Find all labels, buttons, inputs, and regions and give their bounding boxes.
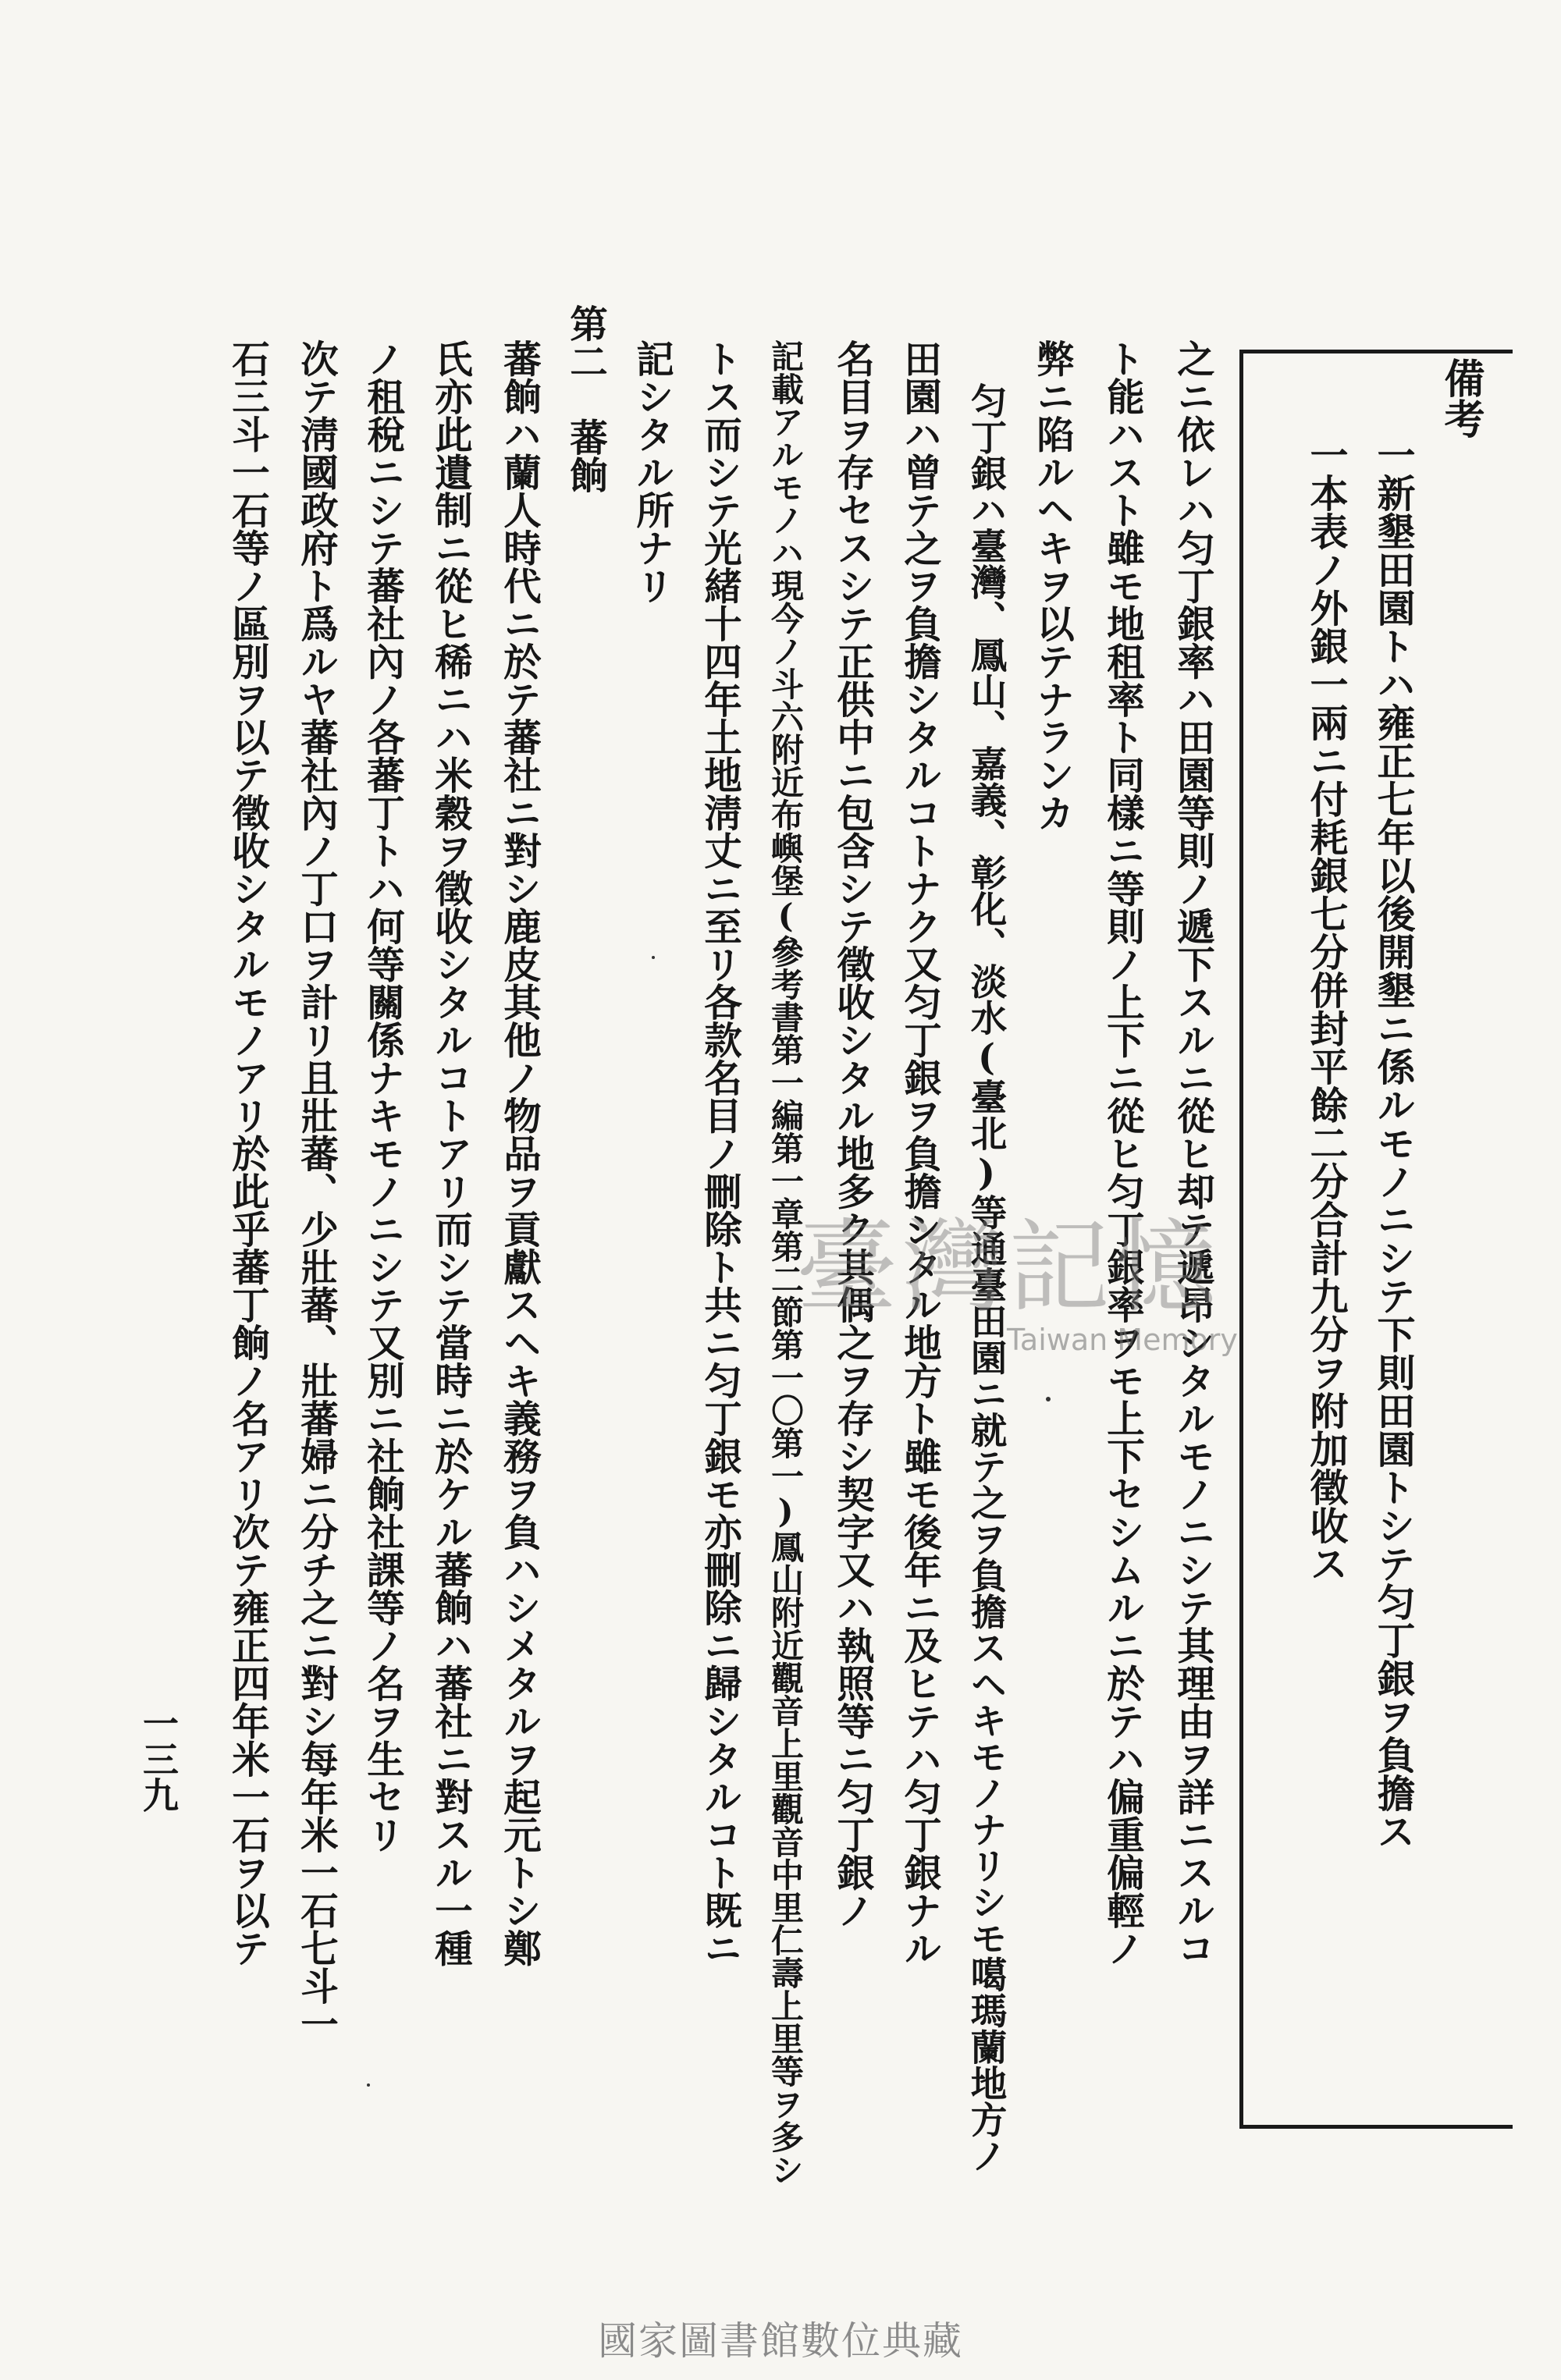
- section-title: 第二 蕃餉: [563, 304, 608, 494]
- body-column: 之ニ依レハ匀丁銀率ハ田園等則ノ遞下スルニ從ヒ却テ遞昂シタルモノニシテ其理由ヲ詳ニスルコ: [1170, 339, 1215, 1967]
- body-column: ト能ハスト雖モ地租率ト同樣ニ等則ノ上下ニ從ヒ匀丁銀率ヲモ上下セシムルニ於テハ偏重偏輕ノ: [1100, 339, 1145, 1967]
- remarks-box: [1239, 350, 1513, 2129]
- watermark-subtext: Taiwan Memory: [1007, 1323, 1238, 1357]
- body-column: 記載アルモノハ現今ノ斗六附近布嶼堡(參考書第一編第一章第二節第一〇第一)鳳山附近觀音上里觀音中里仁壽上里等ヲ多シ: [766, 339, 805, 2186]
- stray-dot: [652, 956, 655, 959]
- section-column: 蕃餉ハ蘭人時代ニ於テ蕃社ニ對シ鹿皮其他ノ物品ヲ貢獻スヘキ義務ヲ負ハシメタルヲ起元トシ鄭: [496, 339, 542, 1967]
- stray-dot: [1046, 1397, 1051, 1401]
- page-number: 一三九: [137, 1705, 180, 1813]
- body-column: 記シタル所ナリ: [629, 339, 674, 605]
- watermark-text: 臺灣記憶: [796, 1208, 1221, 1327]
- stray-dot: [367, 2083, 370, 2087]
- footer-caption: 國家圖書館數位典藏: [598, 2318, 963, 2364]
- remarks-heading: 備考: [1437, 357, 1485, 439]
- body-column: 弊ニ陷ルヘキヲ以テナランカ: [1029, 339, 1075, 832]
- body-column: トス而シテ光緒十四年土地淸丈ニ至リ各款名目ノ刪除ト共ニ匀丁銀モ亦刪除ニ歸シタルコト既ニ: [697, 339, 742, 1967]
- section-column: 氏亦此遺制ニ從ヒ稀ニハ米穀ヲ徵收シタルコトアリ而シテ當時ニ於ケル蕃餉ハ蕃社ニ對スル一種: [428, 339, 473, 1967]
- body-column: 田園ハ曾テ之ヲ負擔シタルコトナク又匀丁銀ヲ負擔シタル地方ト雖モ後年ニ及ヒテハ匀丁銀ナル: [897, 339, 942, 1967]
- body-column: 匀丁銀ハ臺灣、鳳山、嘉義、彰化、淡水(臺北)等通臺田園ニ就テ之ヲ負擔スヘキモノナリシモ噶瑪蘭地方ノ: [965, 382, 1008, 2174]
- section-column: 次テ淸國政府ト爲ルヤ蕃社內ノ丁口ヲ計リ且壯蕃、少壯蕃、壯蕃婦ニ分チ之ニ對シ每年米一石七斗一: [293, 339, 339, 2043]
- remarks-item-2: 一本表ノ外銀一兩ニ付耗銀七分併封平餘二分合計九分ヲ附加徵收ス: [1304, 435, 1349, 1583]
- section-column: ノ租稅ニシテ蕃社內ノ各蕃丁トハ何等關係ナキモノニシテ又別ニ社餉社課等ノ名ヲ生セリ: [360, 339, 405, 1853]
- section-column: 石三斗一石等ノ區別ヲ以テ徵收シタルモノアリ於此乎蕃丁餉ノ名アリ次テ雍正四年米一石ヲ以テ: [225, 339, 270, 1967]
- body-column: 名目ヲ存セスシテ正供中ニ包含シテ徵收シタル地多ク其偶之ヲ存シ契字又ハ執照等ニ匀丁銀ノ: [830, 339, 875, 1929]
- remarks-item-1: 一新墾田園トハ雍正七年以後開墾ニ係ルモノニシテ下則田園トシテ匀丁銀ヲ負擔ス: [1371, 435, 1417, 1850]
